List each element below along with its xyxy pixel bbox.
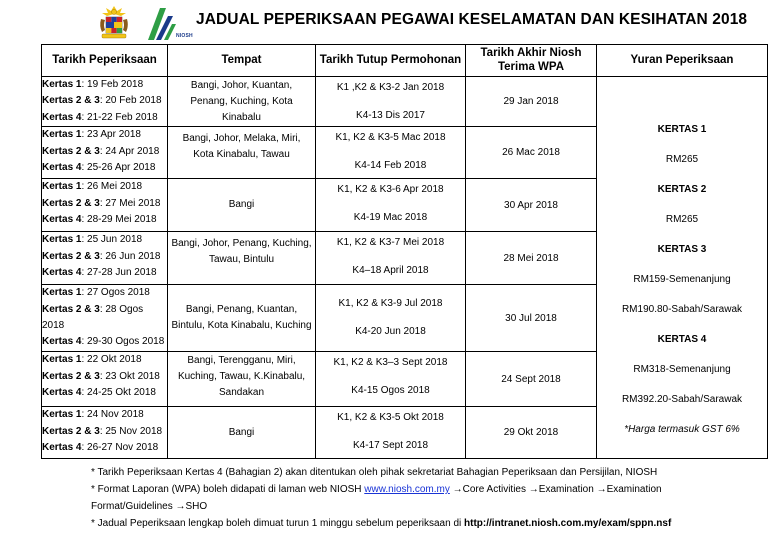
fee-paper-2-amount: RM265 [665,214,699,225]
fee-paper-3-peninsular: RM159-Semenanjung [633,274,731,285]
paper-4-date: : 29-30 Ogos 2018 [81,336,165,348]
exam-dates-cell [42,77,168,127]
fee-paper-4-sabah-sarawak: RM392.20-Sabah/Sarawak [621,394,743,405]
column-header-exam-date: Tarikh Peperiksaan [42,45,168,77]
paper-4-label: Kertas 4 [42,336,82,348]
paper-1-date: : 25 Jun 2018 [81,234,143,246]
paper-2-3-date: : 26 Jun 2018 [99,250,161,262]
paper-4-label: Kertas 4 [42,387,82,399]
fee-paper-1-heading: KERTAS 1 [657,124,707,135]
paper-4-label: Kertas 4 [42,162,82,174]
paper-2-3-label: Kertas 2 & 3 [42,370,100,382]
exam-dates-cell [42,407,168,459]
fee-paper-4-peninsular: RM318-Semenanjung [633,364,731,375]
fee-paper-2-heading: KERTAS 2 [657,184,707,195]
wpa-deadline-cell: 29 Okt 2018 [466,407,597,459]
fee-paper-4-heading: KERTAS 4 [657,334,707,345]
closing-date-k4: K4–18 April 2018 [352,265,429,277]
paper-1-date: : 19 Feb 2018 [81,79,144,90]
paper-4-date: : 26-27 Nov 2018 [81,442,159,454]
paper-1-date: : 23 Apr 2018 [81,129,141,141]
footnote-download-text: * Jadual Peperiksaan lengkap boleh dimuat turun 1 minggu sebelum peperiksaan di [91,518,465,529]
closing-date-k123: K1 ,K2 & K3-2 Jan 2018 [336,82,445,93]
exam-schedule-table [41,44,768,459]
paper-1-label: Kertas 1 [42,234,82,246]
footnote-wpa-format [91,481,761,498]
paper-1-label: Kertas 1 [42,354,82,366]
intranet-exam-url[interactable]: http://intranet.niosh.com.my/exam/sppn.nsf [464,518,672,529]
paper-2-3-label: Kertas 2 & 3 [42,303,100,315]
closing-date-cell [316,407,466,459]
closing-date-cell [316,179,466,232]
venue-cell: Bangi [168,179,316,232]
fee-paper-3-sabah-sarawak: RM190.80-Sabah/Sarawak [621,304,743,315]
exam-dates-cell [42,285,168,352]
paper-1-label: Kertas 1 [42,129,82,141]
paper-4-date: : 27-28 Jun 2018 [81,267,157,279]
exam-dates-cell [42,179,168,232]
footnote-wpa-text: * Format Laporan (WPA) boleh didapati di laman web NIOSH [91,484,365,495]
paper-1-label: Kertas 1 [42,181,82,193]
paper-4-label: Kertas 4 [42,267,82,279]
column-header-closing-date: Tarikh Tutup Permohonan [316,45,466,77]
paper-1-label: Kertas 1 [42,287,82,299]
closing-date-k123: K1, K2 & K3-7 Mei 2018 [336,237,445,249]
wpa-deadline-cell: 30 Jul 2018 [466,285,597,352]
page-header [0,0,768,44]
column-header-exam-fee: Yuran Peperiksaan [597,45,768,77]
wpa-deadline-cell: 28 Mei 2018 [466,232,597,285]
paper-4-label: Kertas 4 [42,214,82,226]
paper-4-date: : 21-22 Feb 2018 [81,111,158,123]
closing-date-cell [316,285,466,352]
venue-cell: Bangi [168,407,316,459]
paper-2-3-label: Kertas 2 & 3 [42,425,100,437]
niosh-logo-caption: NIOSH [176,33,193,39]
exam-dates-cell [42,232,168,285]
exam-dates-cell [42,127,168,179]
paper-4-label: Kertas 4 [42,442,82,454]
paper-2-3-date: : 23 Okt 2018 [99,370,160,382]
paper-2-3-label: Kertas 2 & 3 [42,95,100,107]
paper-1-date: : 24 Nov 2018 [81,409,144,421]
closing-date-k4: K4-13 Dis 2017 [356,110,425,121]
closing-date-k4: K4-20 Jun 2018 [355,326,426,338]
closing-date-k123: K1, K2 & K3-5 Okt 2018 [337,412,444,424]
closing-date-cell [316,77,466,127]
column-header-venue: Tempat [168,45,316,77]
closing-date-k123: K1, K2 & K3–3 Sept 2018 [333,357,448,369]
paper-1-date: : 27 Ogos 2018 [81,287,150,299]
fee-paper-1-amount: RM265 [665,154,699,165]
venue-cell: Bangi, Johor, Melaka, Miri, Kota Kinabalu, Tawau [168,127,316,179]
closing-date-k4: K4-17 Sept 2018 [352,440,429,452]
wpa-deadline-cell: 30 Apr 2018 [466,179,597,232]
fee-gst-note: *Harga termasuk GST 6% [624,424,740,435]
footnote-wpa-path-continued: Format/Guidelines →SHO [91,501,208,512]
niosh-website-link[interactable]: www.niosh.com.my [364,484,450,495]
closing-date-cell [316,127,466,179]
footnote-download [91,515,761,532]
venue-cell: Bangi, Johor, Penang, Kuching, Tawau, Bintulu [168,232,316,285]
exam-fee-cell [597,77,768,459]
paper-2-3-label: Kertas 2 & 3 [42,250,100,262]
fee-paper-3-heading: KERTAS 3 [657,244,707,255]
paper-2-3-date: : 28 Ogos 2018 [42,303,144,332]
closing-date-k123: K1, K2 & K3-5 Mac 2018 [335,132,446,144]
table-row [42,77,768,127]
paper-1-date: : 22 Okt 2018 [81,354,142,366]
paper-1-date: : 26 Mei 2018 [81,181,143,193]
closing-date-k4: K4-14 Feb 2018 [354,160,427,172]
closing-date-cell [316,352,466,407]
footnote-wpa-path: →Core Activities →Examination →Examination [449,484,662,495]
table-header-row [42,45,768,77]
closing-date-k4: K4-19 Mac 2018 [353,212,428,224]
closing-date-k123: K1, K2 & K3-6 Apr 2018 [337,184,444,196]
paper-1-label: Kertas 1 [42,409,82,421]
paper-4-date: : 24-25 Okt 2018 [81,387,156,399]
footnotes [91,464,761,532]
paper-4-date: : 28-29 Mei 2018 [81,214,157,226]
closing-date-k123: K1, K2 & K3-9 Jul 2018 [338,298,443,310]
paper-2-3-date: : 24 Apr 2018 [99,145,160,157]
paper-2-3-date: : 25 Nov 2018 [99,425,163,437]
paper-2-3-date: : 27 Mei 2018 [99,197,161,209]
footnote-paper-4: * Tarikh Peperiksaan Kertas 4 (Bahagian 2) akan ditentukan oleh pihak sekretariat Bahagian Peperiksaan dan Persijilan, NIOSH [91,467,658,478]
closing-date-cell [316,232,466,285]
wpa-deadline-cell: 29 Jan 2018 [466,77,597,127]
wpa-deadline-cell: 24 Sept 2018 [466,352,597,407]
exam-dates-cell [42,352,168,407]
venue-cell: Bangi, Johor, Kuantan, Penang, Kuching, Kota Kinabalu [168,77,316,127]
paper-1-label: Kertas 1 [42,79,82,90]
malaysia-coat-of-arms-icon [96,6,132,40]
venue-cell: Bangi, Penang, Kuantan, Bintulu, Kota Kinabalu, Kuching [168,285,316,352]
paper-2-3-date: : 20 Feb 2018 [99,95,162,107]
paper-2-3-label: Kertas 2 & 3 [42,145,100,157]
page-title: JADUAL PEPERIKSAAN PEGAWAI KESELAMATAN DAN KESIHATAN 2018 [196,11,748,28]
column-header-wpa-deadline: Tarikh Akhir Niosh Terima WPA [466,45,597,77]
closing-date-k4: K4-15 Ogos 2018 [351,385,430,397]
paper-4-date: : 25-26 Apr 2018 [81,162,156,174]
paper-4-label: Kertas 4 [42,111,82,123]
paper-2-3-label: Kertas 2 & 3 [42,197,100,209]
venue-cell: Bangi, Terengganu, Miri, Kuching, Tawau, K.Kinabalu, Sandakan [168,352,316,407]
wpa-deadline-cell: 26 Mac 2018 [466,127,597,179]
